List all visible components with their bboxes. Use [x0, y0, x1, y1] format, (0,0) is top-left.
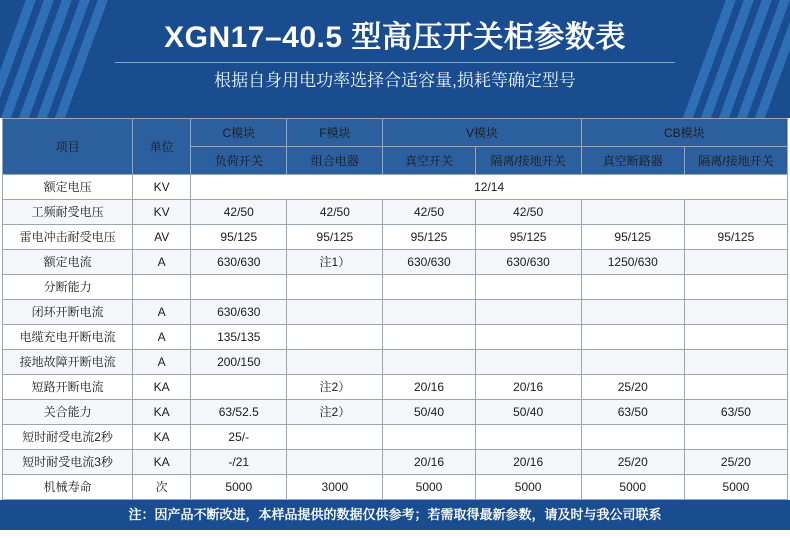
- parameter-table: [2, 118, 788, 500]
- table-row: [3, 275, 788, 300]
- table-head: [3, 119, 788, 175]
- header-stripes-left: [0, 0, 90, 118]
- row-unit: KV: [133, 175, 191, 200]
- cell-value: [475, 325, 581, 350]
- cell-value: 注1）: [287, 250, 383, 275]
- row-unit: KA: [133, 425, 191, 450]
- page-header: [0, 0, 790, 118]
- cell-value: [383, 300, 475, 325]
- cell-value: [383, 275, 475, 300]
- cell-value: 20/16: [383, 450, 475, 475]
- cell-value: 50/40: [383, 400, 475, 425]
- cell-value: 5000: [191, 475, 287, 500]
- cell-value: [684, 350, 787, 375]
- header-text-block: [95, 0, 695, 118]
- cell-value: [581, 325, 684, 350]
- column-subheader-vacuum-breaker: 真空断路器: [581, 147, 684, 175]
- row-unit: KA: [133, 450, 191, 475]
- column-group-cb-module: CB模块: [581, 119, 787, 147]
- cell-value: [684, 300, 787, 325]
- table-row: [3, 425, 788, 450]
- header-stripes-right: [700, 0, 790, 118]
- cell-value: [684, 200, 787, 225]
- cell-value: 25/-: [191, 425, 287, 450]
- row-label: 额定电压: [3, 175, 133, 200]
- row-unit: AV: [133, 225, 191, 250]
- cell-value: 42/50: [191, 200, 287, 225]
- table-row: [3, 175, 788, 200]
- cell-value: 5000: [581, 475, 684, 500]
- cell-value: [383, 425, 475, 450]
- row-label: 短时耐受电流2秒: [3, 425, 133, 450]
- cell-value: [287, 350, 383, 375]
- row-label: 短路开断电流: [3, 375, 133, 400]
- table-row: [3, 400, 788, 425]
- cell-value: [191, 375, 287, 400]
- table-row: [3, 375, 788, 400]
- cell-value: [684, 375, 787, 400]
- cell-value: [581, 350, 684, 375]
- cell-value: 50/40: [475, 400, 581, 425]
- cell-value: 25/20: [684, 450, 787, 475]
- cell-value: -/21: [191, 450, 287, 475]
- row-unit: KA: [133, 375, 191, 400]
- table-row: [3, 225, 788, 250]
- row-unit: A: [133, 325, 191, 350]
- cell-value: [581, 300, 684, 325]
- cell-value: 630/630: [191, 250, 287, 275]
- table-row: [3, 475, 788, 500]
- cell-value: 200/150: [191, 350, 287, 375]
- column-subheader-combined-apparatus: 组合电器: [287, 147, 383, 175]
- cell-value: [475, 350, 581, 375]
- row-label: 接地故障开断电流: [3, 350, 133, 375]
- table-row: [3, 450, 788, 475]
- cell-value: [684, 275, 787, 300]
- cell-value: 95/125: [383, 225, 475, 250]
- cell-value: [684, 250, 787, 275]
- table-row: [3, 300, 788, 325]
- cell-value: 135/135: [191, 325, 287, 350]
- table-row: [3, 350, 788, 375]
- row-unit: KA: [133, 400, 191, 425]
- cell-value: 630/630: [383, 250, 475, 275]
- row-unit: [133, 275, 191, 300]
- cell-value: 5000: [684, 475, 787, 500]
- cell-value: 42/50: [287, 200, 383, 225]
- cell-value: 95/125: [581, 225, 684, 250]
- row-unit: A: [133, 350, 191, 375]
- row-label: 电缆充电开断电流: [3, 325, 133, 350]
- cell-value: 注2）: [287, 375, 383, 400]
- cell-value: 63/52.5: [191, 400, 287, 425]
- cell-value: 1250/630: [581, 250, 684, 275]
- cell-value: 20/16: [383, 375, 475, 400]
- cell-value: 25/20: [581, 450, 684, 475]
- table-group-header-row: [3, 119, 788, 147]
- row-label: 分断能力: [3, 275, 133, 300]
- cell-value: [287, 325, 383, 350]
- column-group-c-module: C模块: [191, 119, 287, 147]
- cell-value: [475, 275, 581, 300]
- cell-value: 20/16: [475, 375, 581, 400]
- cell-value: [383, 325, 475, 350]
- header-divider: [115, 62, 675, 63]
- cell-value: 63/50: [581, 400, 684, 425]
- cell-value: 63/50: [684, 400, 787, 425]
- cell-value: [287, 275, 383, 300]
- row-unit: A: [133, 250, 191, 275]
- cell-value: 95/125: [684, 225, 787, 250]
- cell-value: [475, 425, 581, 450]
- table-row: [3, 200, 788, 225]
- row-unit: A: [133, 300, 191, 325]
- table-row: [3, 325, 788, 350]
- column-group-f-module: F模块: [287, 119, 383, 147]
- table-row: [3, 250, 788, 275]
- column-header-item: 项目: [3, 119, 133, 175]
- cell-value: 95/125: [475, 225, 581, 250]
- column-header-unit: 单位: [133, 119, 191, 175]
- cell-value: [581, 275, 684, 300]
- cell-value: [684, 425, 787, 450]
- page-title: XGN17–40.5 型高压开关柜参数表: [164, 21, 626, 54]
- cell-value: 12/14: [191, 175, 788, 200]
- cell-value: 630/630: [475, 250, 581, 275]
- cell-value: 5000: [475, 475, 581, 500]
- row-unit: 次: [133, 475, 191, 500]
- table-body: [3, 175, 788, 500]
- cell-value: 95/125: [287, 225, 383, 250]
- cell-value: 3000: [287, 475, 383, 500]
- cell-value: 630/630: [191, 300, 287, 325]
- column-subheader-load-switch: 负荷开关: [191, 147, 287, 175]
- column-group-v-module: V模块: [383, 119, 581, 147]
- cell-value: 5000: [383, 475, 475, 500]
- cell-value: 20/16: [475, 450, 581, 475]
- parameter-table-wrapper: [0, 118, 790, 500]
- cell-value: [383, 350, 475, 375]
- row-label: 闭环开断电流: [3, 300, 133, 325]
- column-subheader-vacuum-switch: 真空开关: [383, 147, 475, 175]
- row-label: 机械寿命: [3, 475, 133, 500]
- cell-value: [581, 200, 684, 225]
- column-subheader-isolation-earthing-switch-cb: 隔离/接地开关: [684, 147, 787, 175]
- cell-value: 42/50: [383, 200, 475, 225]
- cell-value: 95/125: [191, 225, 287, 250]
- cell-value: [287, 450, 383, 475]
- page-subtitle: 根据自身用电功率选择合适容量,损耗等确定型号: [214, 71, 576, 90]
- footer-note: 注：因产品不断改进，本样品提供的数据仅供参考；若需取得最新参数，请及时与我公司联系: [0, 500, 790, 530]
- row-label: 额定电流: [3, 250, 133, 275]
- cell-value: [287, 425, 383, 450]
- cell-value: 25/20: [581, 375, 684, 400]
- cell-value: [475, 300, 581, 325]
- row-label: 关合能力: [3, 400, 133, 425]
- cell-value: [191, 275, 287, 300]
- cell-value: 注2）: [287, 400, 383, 425]
- row-unit: KV: [133, 200, 191, 225]
- row-label: 雷电冲击耐受电压: [3, 225, 133, 250]
- cell-value: [581, 425, 684, 450]
- cell-value: [684, 325, 787, 350]
- row-label: 工频耐受电压: [3, 200, 133, 225]
- row-label: 短时耐受电流3秒: [3, 450, 133, 475]
- cell-value: [287, 300, 383, 325]
- cell-value: 42/50: [475, 200, 581, 225]
- column-subheader-isolation-earthing-switch: 隔离/接地开关: [475, 147, 581, 175]
